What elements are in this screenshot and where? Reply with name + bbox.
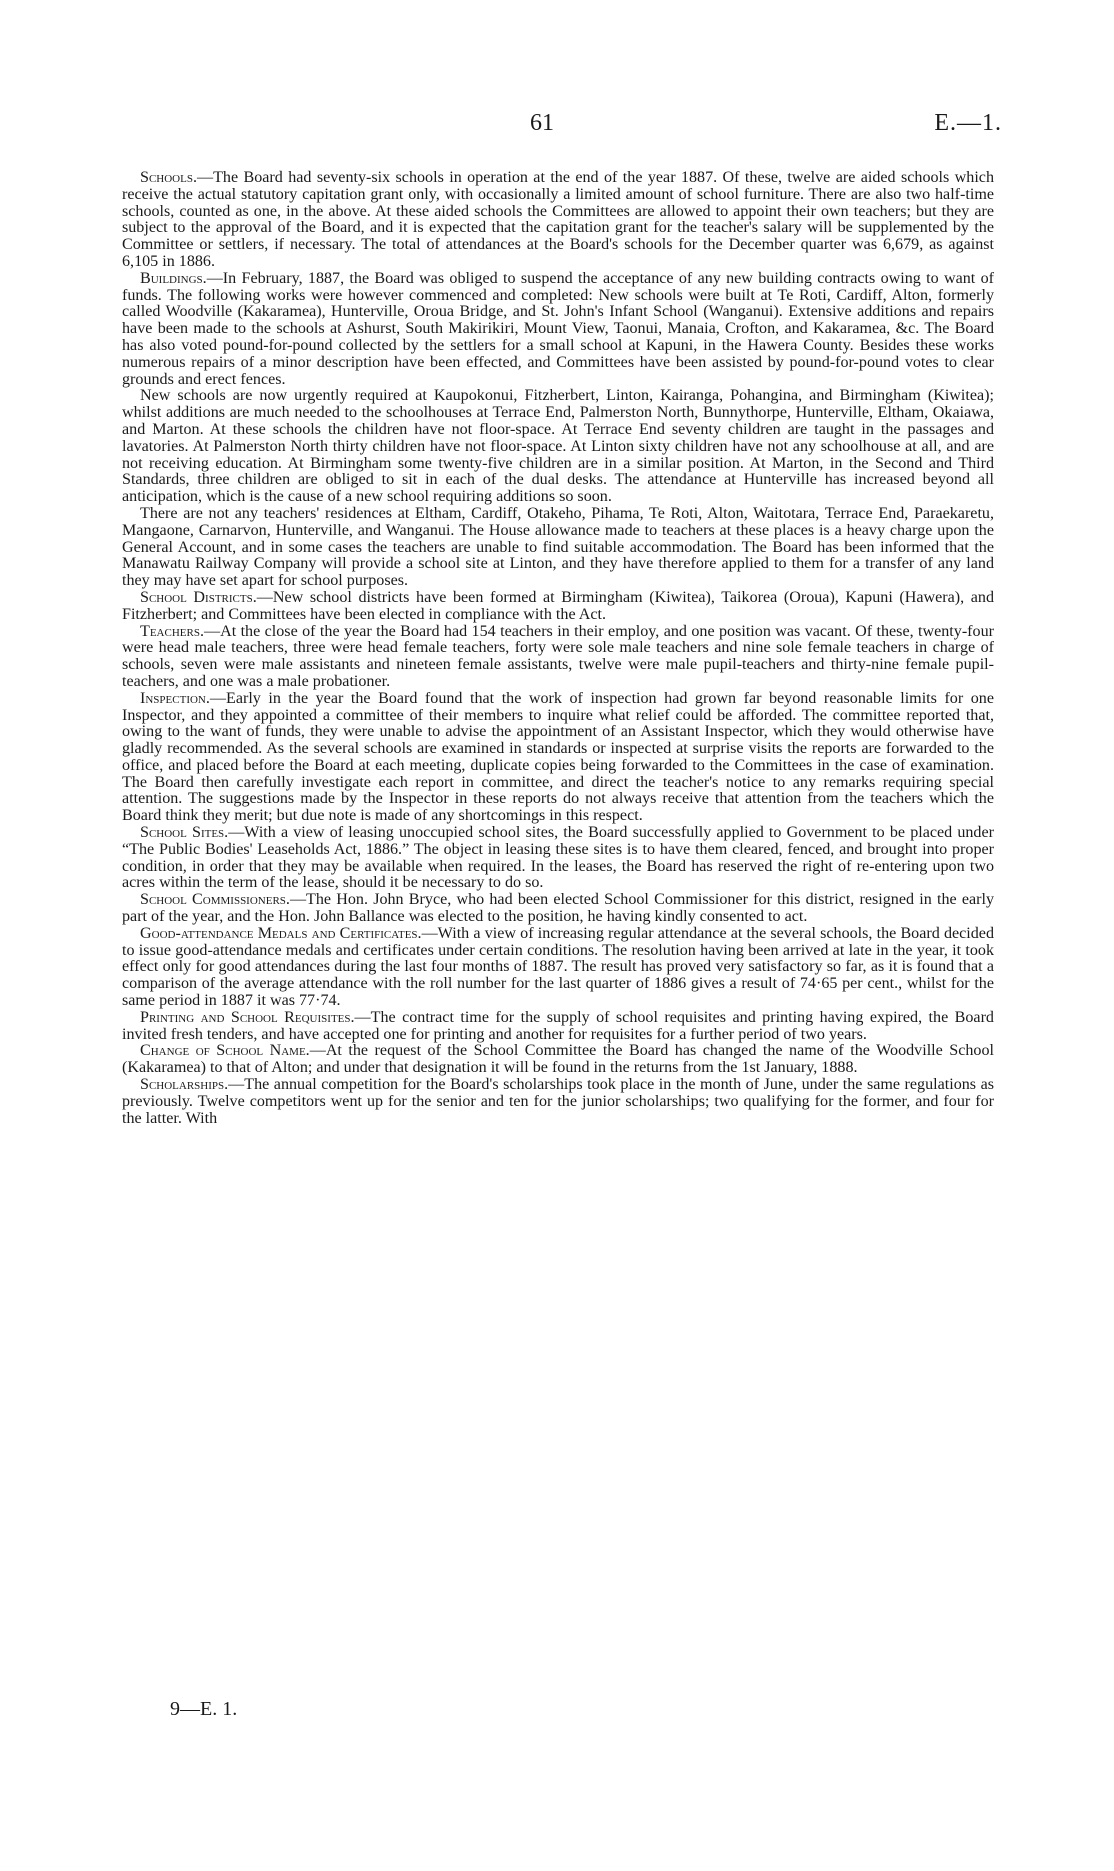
paragraph-text: —The Hon. John Bryce, who had been elected School Commissioner for this district, resigned in the early part of the year, and the Hon. John Ballance was elected to the position, he having kindly consented to act. xyxy=(122,891,995,926)
paragraph-attendance-medals xyxy=(122,926,994,1010)
paragraph-heading: Scholarships. xyxy=(140,1076,229,1094)
paragraph-residences xyxy=(122,506,994,590)
paragraph-school-sites xyxy=(122,825,994,892)
signature-mark: 9—E. 1. xyxy=(170,1698,238,1720)
paragraph-schools xyxy=(122,170,994,271)
body-text xyxy=(122,170,994,1127)
paragraph-heading: Inspection. xyxy=(140,689,210,707)
page-header xyxy=(0,110,1114,144)
paragraph-text: —At the close of the year the Board had 154 teachers in their employ, and one position was vacant. Of these, twenty-four were head male teachers, three were head female teachers, forty were sole male teachers and nine sole female teachers in charge of schools, seven were male assistants and nineteen female assistants, twelve were male pupil-teachers and thirty-nine female pupil-teachers, and one was a male probationer. xyxy=(122,622,994,690)
paragraph-heading: School Districts. xyxy=(140,588,257,606)
paragraph-text: —The Board had seventy-six schools in operation at the end of the year 1887. Of these, twelve are aided schools which receive the actual statutory capitation grant only, with occasionally a limited amount of school furniture. There are also two half-time schools, counted as one, in the above. At these aided schools the Committees are allowed to appoint their own teachers; but they are subject to the approval of the Board, and it is expected that the capitation grant for the teacher's salary will be supplemented by the Committee or settlers, if necessary. The total of attendances at the Board's schools for the December quarter was 6,679, as against 6,105 in 1886. xyxy=(122,169,994,270)
paragraph-inspection xyxy=(122,691,994,825)
paragraph-printing-requisites xyxy=(122,1010,994,1044)
paragraph-school-districts xyxy=(122,590,994,624)
paragraph-new-schools xyxy=(122,388,994,506)
paragraph-heading: Good-attendance Medals and Certificates. xyxy=(140,924,422,942)
paragraph-school-commissioners xyxy=(122,892,994,926)
paragraph-text: —The contract time for the supply of school requisites and printing having expired, the Board invited fresh tenders, and have accepted one for printing and another for requisites for a further period of two years. xyxy=(122,1008,994,1043)
paragraph-teachers xyxy=(122,624,994,691)
paragraph-text: —Early in the year the Board found that the work of inspection had grown far beyond reasonable limits for one Inspector, and they appointed a committee of their members to inquire what relief could be afforded. The committee reported that, owing to the want of funds, they were unable to advise the appointment of an Assistant Inspector, which they would otherwise have gladly recommended. As the several schools are examined in standards or inspected at surprise visits the reports are forwarded to the office, and placed before the Board at each meeting, duplicate copies being forwarded to the Committees in the case of examination. The Board then carefully investigate each report in committee, and direct the teacher's notice to any remarks requiring special attention. The suggestions made by the Inspector in these reports do not always receive that attention from the teachers which the Board think they merit; but due note is made of any shortcomings in this respect. xyxy=(122,689,994,825)
paragraph-heading: Printing and School Requisites. xyxy=(140,1008,355,1026)
paragraph-scholarships xyxy=(122,1077,994,1127)
paragraph-text: There are not any teachers' residences at Eltham, Cardiff, Otakeho, Pihama, Te Roti, Alton, Waitotara, Terrace End, Paraekaretu, Mangaone, Carnarvon, Hunterville, and Wanganui. The House allowance made to teachers at these places is a heavy charge upon the General Account, and in some cases the teachers are unable to find suitable accommodation. The Board has been informed that the Manawatu Railway Company will provide a school site at Linton, and they have therefore applied to them for a transfer of any land they may have set apart for school purposes. xyxy=(122,504,994,590)
paragraph-heading: Buildings. xyxy=(140,269,207,287)
paragraph-change-of-name xyxy=(122,1043,994,1077)
report-code: E.—1. xyxy=(934,110,1002,136)
paragraph-text: —New school districts have been formed at Birmingham (Kiwitea), Taikorea (Oroua), Kapuni (Hawera), and Fitzherbert; and Committees have been elected in compliance with the Act. xyxy=(122,588,995,623)
paragraph-heading: Change of School Name. xyxy=(140,1042,310,1060)
paragraph-text: —With a view of increasing regular attendance at the several schools, the Board decided to issue good-attendance medals and certificates under certain conditions. The resolution having been arrived at late in the year, it took effect only for good attendances during the last four months of 1887. The result has proved very satisfactory so far, as it is found that a comparison of the average attendance with the roll number for the last quarter of 1886 gives a result of 74·65 per cent., whilst for the same period in 1887 it was 77·74. xyxy=(122,924,994,1010)
paragraph-text: New schools are now urgently required at Kaupokonui, Fitzherbert, Linton, Kairanga, Pohangina, and Birmingham (Kiwitea); whilst additions are much needed to the schoolhouses at Terrace End, Palmerston North, Bunnythorpe, Hunterville, Eltham, Okaiawa, and Marton. At these schools the children have not floor-space. At Terrace End seventy children are taught in the passages and lavatories. At Palmerston North thirty children have not floor-space. At Linton sixty children have not any schoolhouse at all, and are not receiving education. At Birmingham some twenty-five children are in a similar position. At Marton, in the Second and Third Standards, three children are obliged to sit in each of the dual desks. The attendance at Hunterville has increased beyond all anticipation, which is the cause of a new school requiring additions so soon. xyxy=(122,387,994,506)
paragraph-text: —The annual competition for the Board's scholarships took place in the month of June, under the same regulations as previously. Twelve competitors went up for the senior and ten for the junior scholarships; two qualifying for the former, and four for the latter. With xyxy=(122,1076,994,1127)
paragraph-heading: School Sites. xyxy=(140,824,229,842)
paragraph-heading: School Commissioners. xyxy=(140,891,290,909)
paragraph-text: —With a view of leasing unoccupied school sites, the Board successfully applied to Government to be placed under “The Public Bodies' Leaseholds Act, 1886.” The object in leasing these sites is to have them cleared, fenced, and brought into proper condition, in order that they may be available when required. In the leases, the Board has reserved the right of re-entering upon two acres within the term of the lease, should it be necessary to do so. xyxy=(122,824,994,892)
paragraph-buildings xyxy=(122,271,994,389)
paragraph-heading: Teachers. xyxy=(140,622,204,640)
page-number: 61 xyxy=(530,110,554,136)
paragraph-text: —In February, 1887, the Board was obliged to suspend the acceptance of any new building contracts owing to want of funds. The following works were however commenced and completed: New schools were built at Te Roti, Cardiff, Alton, formerly called Woodville (Kakaramea), Hunterville, Oroua Bridge, and St. John's Infant School (Wanganui). Extensive additions and repairs have been made to the schools at Ashurst, South Makirikiri, Mount View, Taonui, Manaia, Crofton, and Kakaramea, &c. The Board has also voted pound-for-pound collected by the settlers for a small school at Kapuni, in the Hawera County. Besides these works numerous repairs of a minor description have been effected, and Committees have been assisted by pound-for-pound votes to clear grounds and erect fences. xyxy=(122,269,994,388)
paragraph-text: —At the request of the School Committee the Board has changed the name of the Woodville School (Kakaramea) to that of Alton; and under that designation it will be found in the returns from the 1st January, 1888. xyxy=(122,1042,994,1077)
paragraph-heading: Schools. xyxy=(140,169,197,186)
